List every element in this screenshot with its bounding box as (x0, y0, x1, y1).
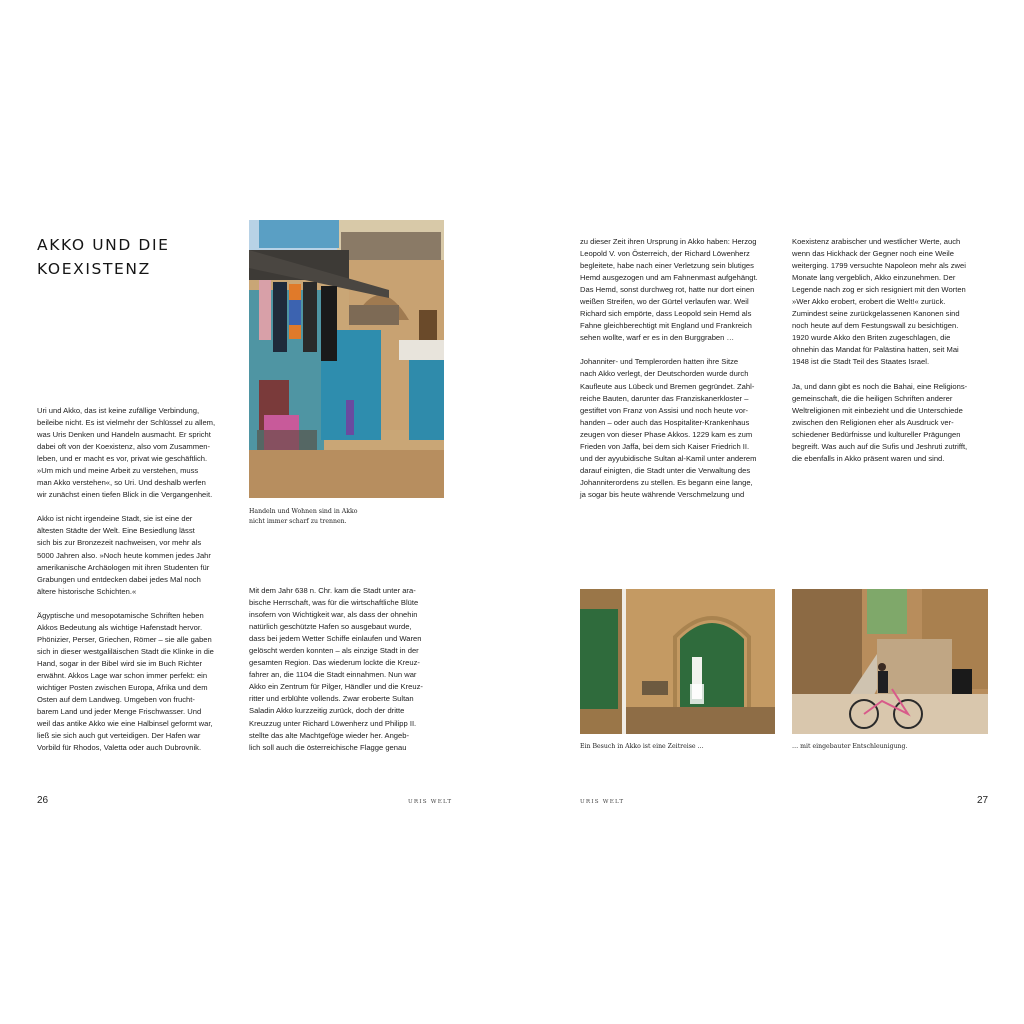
text-line: Ägyptische und mesopotamische Schriften heben (37, 610, 204, 620)
text-line: handen – oder auch das Hospitaliter-Krankenhaus (580, 417, 750, 427)
text-line: Johanniterordens zu stellen. Es begann eine lange, (580, 477, 753, 487)
text-line: ritter und erblühte vollends. Zwar eroberte Sultan (249, 694, 414, 704)
text-line: »Wer Akko erobert, erobert die Welt!« zurück. (792, 297, 946, 307)
text-line: sich bis zur Bronzezeit nachweisen, vor mehr als (37, 538, 202, 548)
text-line: man Akko verstehen«, so Uri. Und deshalb werfen (37, 478, 206, 488)
text-line: gemeinschaft, die die heiligen Schriften anderer (792, 393, 953, 403)
paragraph (249, 585, 449, 754)
text-line: Kaufleute aus Lübeck und Bremen gegründet. Zahl- (580, 381, 755, 391)
title-line: KOEXISTENZ (37, 260, 151, 278)
green-doors-photo (580, 589, 775, 734)
text-line: lich soll auch die österreichische Flagge genau (249, 742, 407, 752)
text-line: Richard sich empörte, dass Leopold sein Hemd als (580, 309, 752, 319)
market-photo-caption: Handeln und Wohnen sind in Akko nicht immer scharf zu trennen. (249, 508, 358, 525)
text-line: weiterging. 1799 versuchte Napoleon mehr als zwei (792, 261, 966, 271)
text-line: begleitete, habe nach einer Verletzung sein blutiges (580, 261, 754, 271)
paragraph (792, 381, 992, 465)
cyclist-photo (792, 589, 988, 734)
text-line: »Um mich und meine Arbeit zu verstehen, muss (37, 466, 199, 476)
text-line: und der ayyubidische Sultan al-Kamil unter anderem (580, 453, 757, 463)
text-line: Legende nach zog er sich resigniert mit den Worten (792, 285, 966, 295)
text-line: wenn das Hickhack der Gegner noch eine Weile (792, 249, 954, 259)
text-line: wichtiger Posten zwischen Europa, Afrika und dem (37, 682, 208, 692)
text-line: dass bei jedem Wetter Schiffe einlaufen und Waren (249, 634, 422, 644)
paragraph (37, 405, 232, 501)
text-column-4 (792, 236, 992, 477)
text-line: Koexistenz arabischer und westlicher Werte, auch (792, 237, 961, 246)
text-line: insofern von Wichtigkeit war, als dass der ohnehin (249, 610, 418, 620)
text-column-1 (37, 405, 232, 766)
text-line: Mit dem Jahr 638 n. Chr. kam die Stadt unter ara- (249, 586, 416, 595)
text-line: wir zunächst einen tiefen Blick in die Vergangenheit. (37, 490, 213, 500)
text-line: sich in dieser westgaliläischen Stadt die Klinke in die (37, 646, 214, 656)
text-line: Saladin Akko kurzzeitig zurück, doch der dritte (249, 706, 405, 716)
text-line: erwähnt. Akkos Lage war schon immer perfekt: ein (37, 670, 208, 680)
text-line: gestiftet von Franz von Assisi und noch heute vor- (580, 405, 748, 415)
text-line: zeugen von dieser Phase Akkos. 1229 kam es zum (580, 429, 753, 439)
text-line: was Uris Denken und Handeln ausmacht. Er spricht (37, 430, 211, 440)
text-line: die ebenfalls in Akko präsent waren und sind. (792, 453, 945, 463)
text-line: leben, und er macht es vor, privat wie geschäftlich. (37, 454, 208, 464)
text-line: Akkos Bedeutung als wichtige Hafenstadt hervor. (37, 622, 203, 632)
text-line: Weltreligionen mit einbezieht und die Unterschiede (792, 405, 963, 415)
text-line: Grabungen und entdecken dabei jedes Mal noch (37, 574, 201, 584)
text-line: begreift. Was auch auf die Sufis und Jeshruti zutrifft, (792, 441, 968, 451)
text-line: Phönizier, Perser, Griechen, Römer – sie alle gaben (37, 634, 212, 644)
text-line: noch heute auf dem Festungswall zu besichtigen. (792, 321, 959, 331)
text-line: stellte das alte Machtgefüge wieder her. Angeb- (249, 730, 409, 740)
text-line: Akko ein Zentrum für Pilger, Händler und die Kreuz- (249, 682, 423, 692)
text-column-3 (580, 236, 780, 513)
text-line: 1948 ist die Stadt Teil des Staates Israel. (792, 357, 930, 367)
paragraph (37, 513, 232, 597)
text-line: gesamten Region. Das wiederum lockte die Kreuz- (249, 658, 420, 668)
market-street-photo (249, 220, 444, 498)
text-line: ältere historische Schichten.« (37, 586, 137, 596)
text-line: beileibe nicht. Es ist vielmehr der Schlüssel zu allem, (37, 418, 216, 428)
text-line: schiedener Bedürfnisse und kultureller Prägungen (792, 429, 961, 439)
cyclist-image (792, 589, 988, 734)
text-line: dabei oft von der Koexistenz, also vom Zusammen- (37, 442, 211, 452)
text-line: Ja, und dann gibt es noch die Bahai, eine Religions- (792, 381, 968, 391)
text-line: Uri und Akko, das ist keine zufällige Verbindung, (37, 406, 200, 415)
paragraph (37, 610, 232, 755)
paragraph (792, 236, 992, 369)
text-line: Akko ist nicht irgendeine Stadt, sie ist eine der (37, 514, 193, 524)
text-line: Johanniter- und Templerorden hatten ihre Sitze (580, 357, 739, 367)
text-line: zu dieser Zeit ihren Ursprung in Akko haben: Herzog (580, 237, 757, 246)
text-line: barem Land und jeder Menge Frischwasser. Und (37, 707, 202, 717)
title-line: AKKO UND DIE (37, 236, 170, 254)
text-line: reiche Bauten, darunter das Franziskanerkloster – (580, 393, 749, 403)
text-line: fahrer an, die 1104 die Stadt einnahmen. Nun war (249, 670, 417, 680)
running-head-left: URIS WELT (408, 799, 453, 805)
text-line: Hemd ausgezogen und am Fahnenmast aufgehängt. (580, 273, 758, 283)
paragraph (580, 356, 780, 501)
text-line: 1920 wurde Akko den Briten zugeschlagen, die (792, 333, 951, 343)
page-number-left: 26 (37, 795, 49, 806)
text-line: ohnehin das Mandat für Palästina hatten, seit Mai (792, 345, 959, 355)
text-line: Das Hemd, sonst durchweg rot, hatte nur dort einen (580, 285, 755, 295)
text-line: nach Akko verlegt, der Deutschorden wurde durch (580, 369, 749, 379)
text-line: Kreuzzug unter Richard Löwenherz und Philipp II. (249, 718, 417, 728)
text-line: Osten auf dem Landweg. Umgeben von frucht- (37, 695, 195, 705)
green-doors-image (580, 589, 775, 734)
text-line: gelöscht werden konnten – als einzige Stadt in der (249, 646, 419, 656)
text-line: bische Herrschaft, was für die wirtschaftliche Blüte (249, 598, 419, 608)
text-line: ältesten Städte der Welt. Eine Besiedlung lässt (37, 526, 195, 536)
text-line: 5000 Jahren also. »Noch heute kommen jedes Jahr (37, 550, 211, 560)
market-street-image (249, 220, 444, 498)
text-line: natürlich geschützte Hafen so ausgebaut wurde, (249, 622, 412, 632)
doors-photo-caption: Ein Besuch in Akko ist eine Zeitreise … (580, 743, 704, 750)
text-line: weißen Streifen, wo der Gürtel verlaufen war. Weil (580, 297, 749, 307)
text-line: weil das antike Akko wie eine Halbinsel geformt war, (37, 719, 213, 729)
text-line: Hand, sogar in der Bibel wird sie im Buch Richter (37, 658, 203, 668)
text-line: Zumindest seine zurückgelassenen Kanonen sind (792, 309, 960, 319)
text-line: darauf einigten, die Stadt unter die Verwaltung des (580, 465, 751, 475)
text-line: Vorbild für Rhodos, Valetta oder auch Dubrovnik. (37, 743, 202, 753)
article-title (37, 233, 237, 281)
text-line: sehen wollte, warf er es in den Burggraben … (580, 333, 735, 343)
text-line: Monate lang vergeblich, Akko einzunehmen. Der (792, 273, 956, 283)
text-line: ließ sie sich auch gut verteidigen. Der Hafen war (37, 731, 201, 741)
paragraph (580, 236, 780, 344)
running-head-right: URIS WELT (580, 799, 625, 805)
text-line: ja sogar bis heute währende Verschmelzung und (580, 489, 745, 499)
text-line: Frieden von Jaffa, bei dem sich Kaiser Friedrich II. (580, 441, 750, 451)
text-line: amerikanische Archäologen mit ihren Studenten für (37, 562, 210, 572)
text-column-2 (249, 585, 449, 766)
page-number-right: 27 (977, 795, 989, 806)
cyclist-photo-caption: … mit eingebauter Entschleunigung. (792, 743, 908, 750)
text-line: Leopold V. von Österreich, der Richard Löwenherz (580, 249, 750, 259)
text-line: Fahne gleichberechtigt mit England und Frankreich (580, 321, 752, 331)
text-line: zwischen den Religionen eher als Ausdruck ver- (792, 417, 954, 427)
